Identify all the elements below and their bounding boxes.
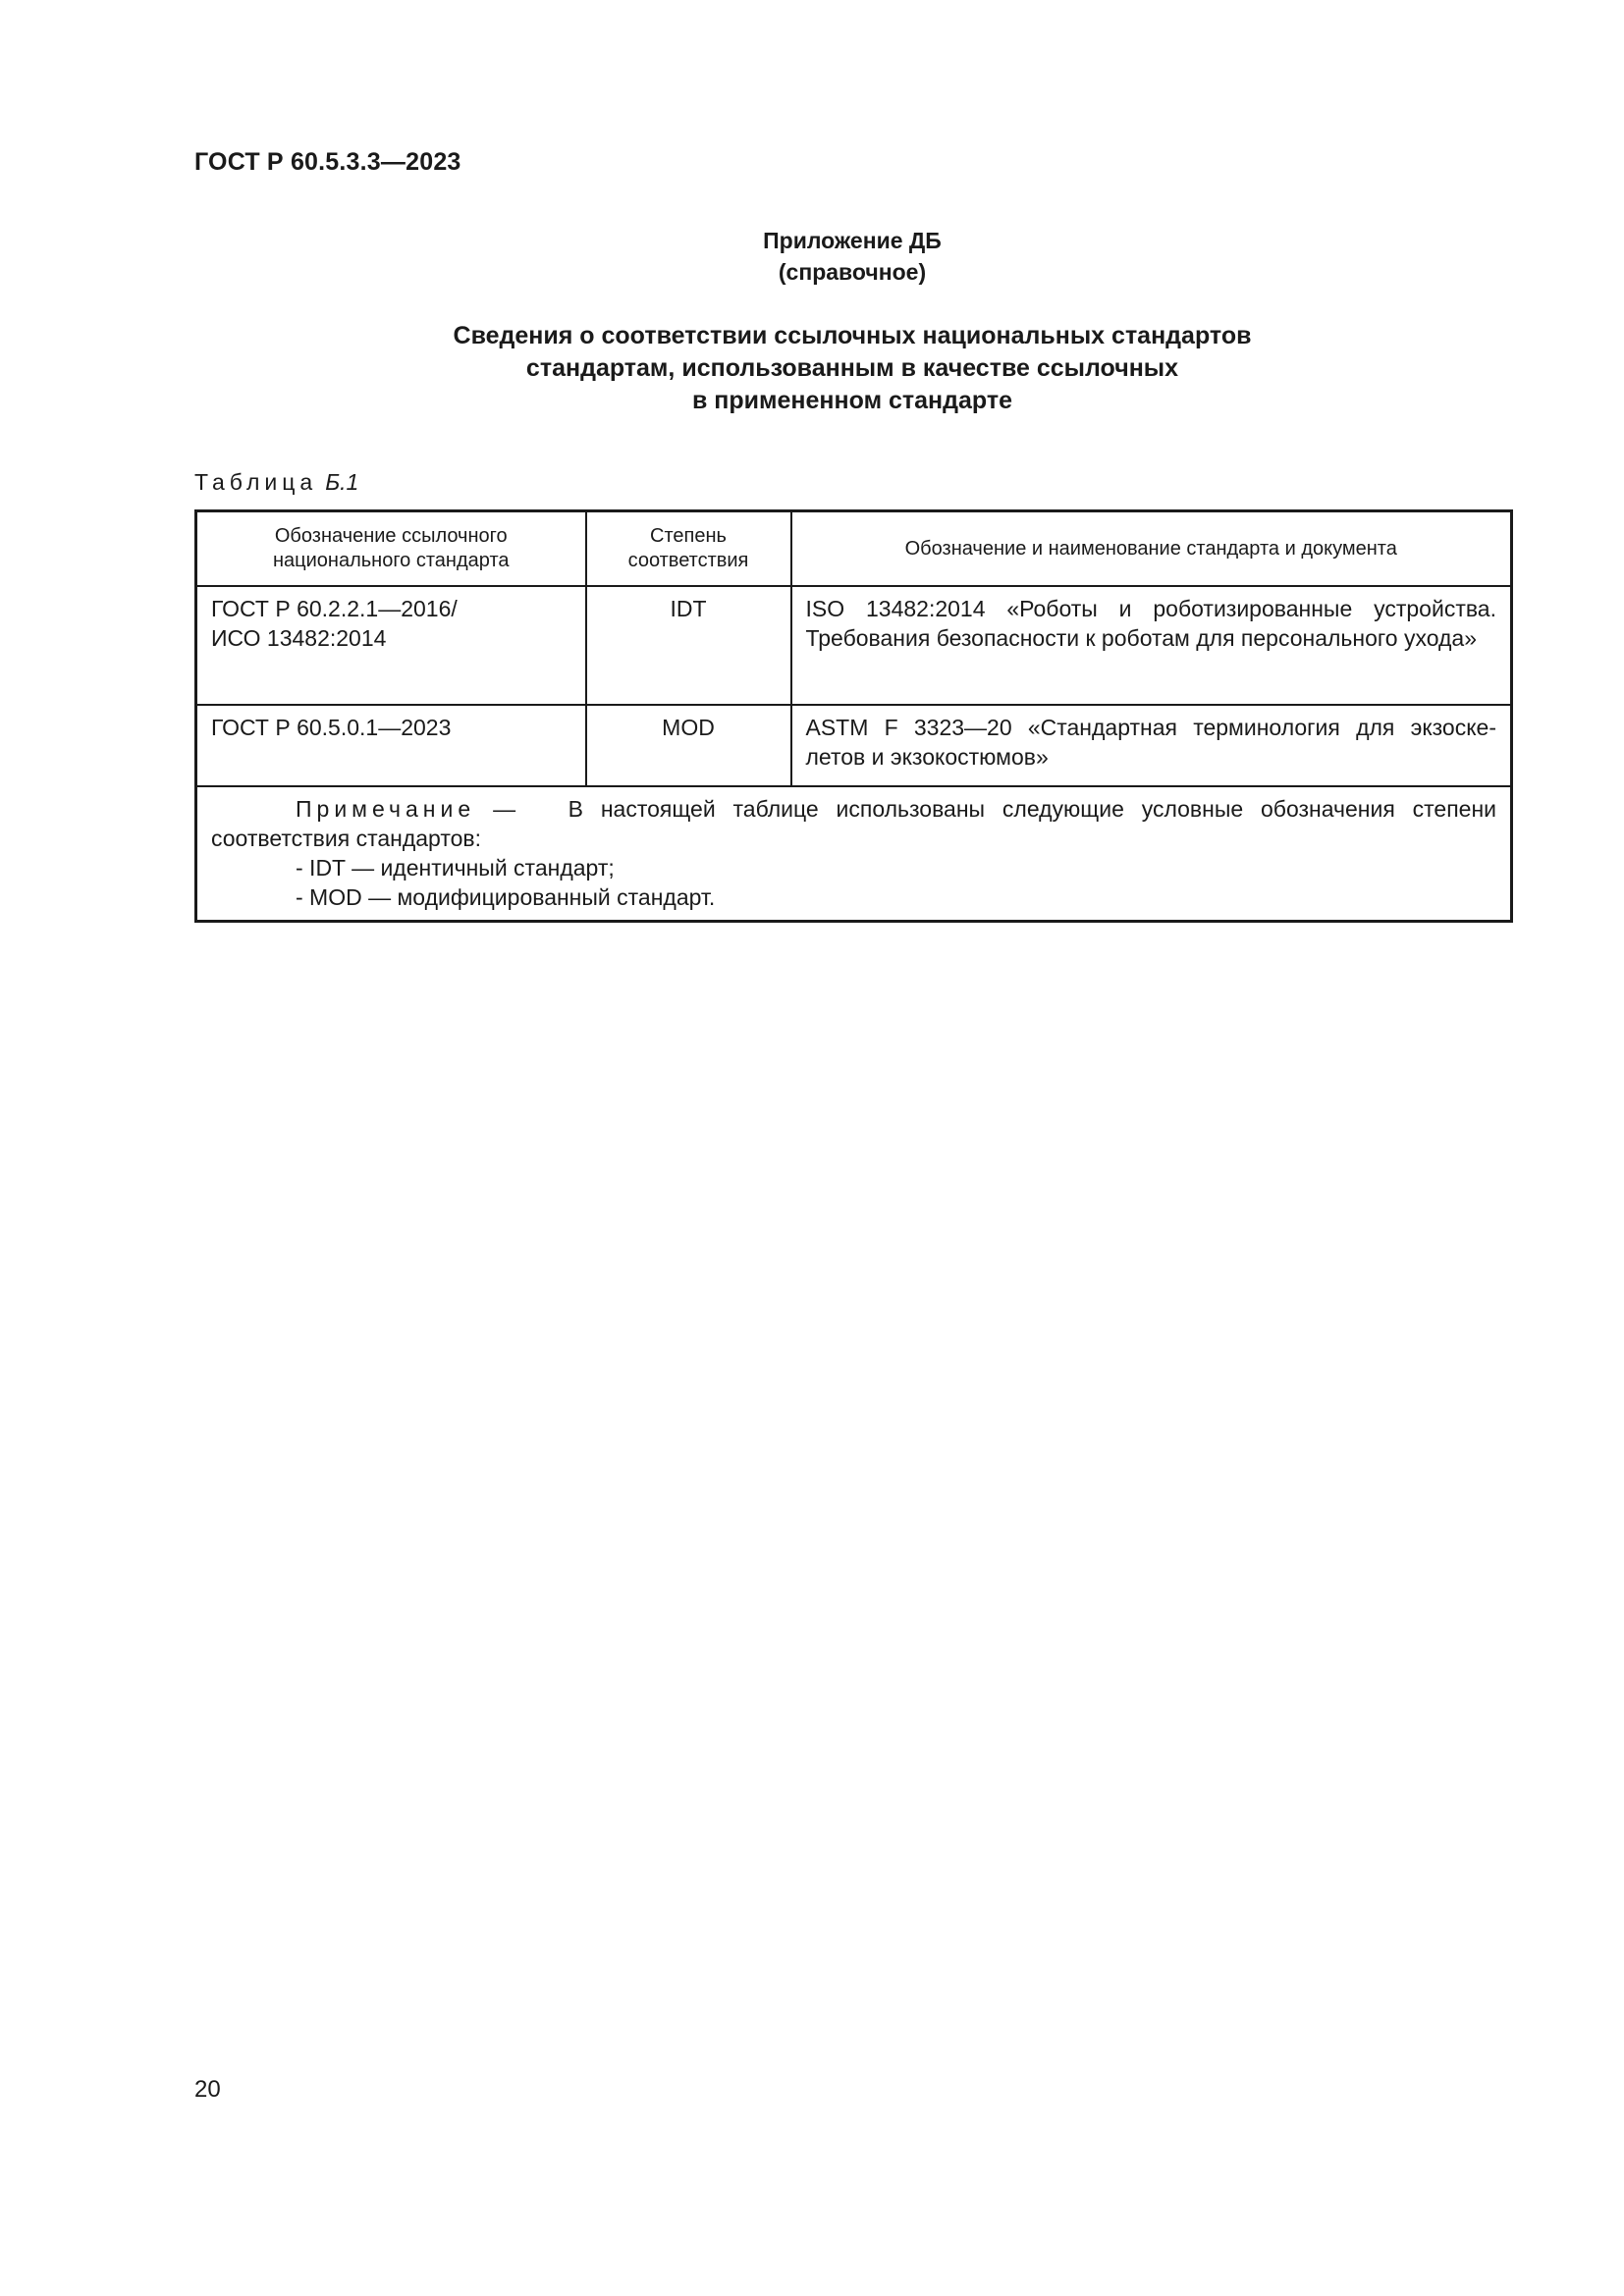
table-caption-word: Таблица bbox=[194, 469, 318, 495]
cell-national-standard bbox=[196, 586, 586, 705]
table-caption bbox=[194, 469, 358, 496]
cell-document: ASTM F 3323—20 «Стандартная терминология для экзоске-летов и экзокостюмов» bbox=[791, 705, 1512, 786]
table-note-row bbox=[196, 786, 1512, 922]
header-national-standard bbox=[196, 511, 586, 587]
header-document-line-1: Обозначение и наименование стандарта и документа bbox=[904, 537, 1397, 560]
table-caption-number: Б.1 bbox=[325, 469, 359, 495]
appendix-title: Приложение ДБ bbox=[763, 228, 942, 253]
cell-document: ISO 13482:2014 «Роботы и роботизированные устройства. Требования безопасности к роботам для персонального ухода» bbox=[791, 586, 1512, 705]
header-national-standard-line-1: Обозначение ссылочного bbox=[274, 525, 508, 547]
standards-table bbox=[194, 509, 1513, 923]
note-text bbox=[211, 794, 1496, 853]
cell-national-standard-line-1: ГОСТ Р 60.2.2.1—2016/ bbox=[211, 596, 458, 621]
note-body: В настоящей таблице использованы следующие условные обозначения степени соответствия стандартов: bbox=[211, 796, 1497, 851]
section-title-line-3: в примененном стандарте bbox=[691, 387, 1013, 414]
cell-national-standard-line-2: ИСО 13482:2014 bbox=[211, 625, 387, 651]
cell-degree: MOD bbox=[586, 705, 791, 786]
cell-national-standard-line-1: ГОСТ Р 60.5.0.1—2023 bbox=[211, 715, 452, 740]
table-row bbox=[196, 586, 1512, 705]
cell-degree: IDT bbox=[586, 586, 791, 705]
page-number: 20 bbox=[194, 2076, 221, 2103]
section-title-line-2: стандартам, использованным в качестве ссылочных bbox=[525, 354, 1179, 382]
header-degree bbox=[586, 511, 791, 587]
header-degree-line-1: Степень bbox=[650, 525, 727, 547]
appendix-type: (справочное) bbox=[778, 259, 927, 285]
note-dash: — bbox=[493, 796, 516, 822]
note-item-mod: - MOD — модифицированный стандарт. bbox=[296, 884, 716, 910]
table-header-row bbox=[196, 511, 1512, 587]
section-title-line-1: Сведения о соответствии ссылочных национальных стандартов bbox=[453, 322, 1252, 349]
note-item-idt: - IDT — идентичный стандарт; bbox=[296, 855, 615, 881]
header-national-standard-line-2: национального стандарта bbox=[272, 550, 510, 571]
header-document bbox=[791, 511, 1512, 587]
table-row bbox=[196, 705, 1512, 786]
document-id: ГОСТ Р 60.5.3.3—2023 bbox=[194, 148, 461, 176]
header-degree-line-2: соответствия bbox=[627, 550, 749, 571]
table-note bbox=[196, 786, 1512, 922]
cell-national-standard bbox=[196, 705, 586, 786]
section-title bbox=[194, 320, 1510, 417]
note-label: Примечание bbox=[296, 796, 476, 822]
